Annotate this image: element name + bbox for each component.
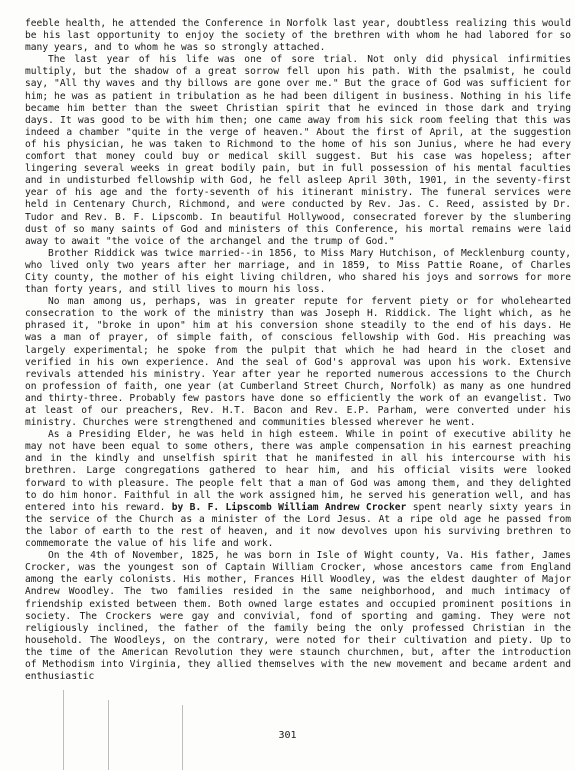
body-text [25, 18, 571, 683]
byline: by B. F. Lipscomb [171, 501, 272, 513]
paragraph-4: No man among us, perhaps, was in greater repute for fervent piety or for wholehearted consecration to the work of the ministry than was Joseph H. Riddick. The light which, as he phrased it, "broke in upon" him at his conversion shone steadily to the end of his days. He was a man of prayer, of simple faith, of conscious fellowship with God. His preaching was largely experimental; he spoke from the pulpit that which he had heard in the closet and verified in his own experience. And the seal of God's approval was upon his work. Extensive revivals attended his ministry. Year after year he reported numerous accessions to the Church on profession of faith, one year (at Cumberland Street Church, Norfolk) as many as one hundred and thirty-three. Probably few pastors have done so efficiently the work of an evangelist. Two at least of our preachers, Rev. H.T. Bacon and Rev. E.P. Parham, were converted under his ministry. Churches were strengthened and communities blessed wherever he went. [25, 296, 571, 429]
page-number: 301 [278, 730, 297, 741]
paragraph-5-text: As a Presiding Elder, he was held in high esteem. While in point of executive ability he may not have been equal to some others, there was ample compensation in his earnest preaching and in the kindly and unselfish spirit that he manifested in all his intercourse with his brethren. Large congregations gathered to hear him, and his official visits were looked forward to with pleasure. The people felt that a man of God was among them, and they delighted to do him honor. Faithful in all the work assigned him, he served his generation well, and has entered into his reward. [25, 429, 571, 513]
paragraph-5 [25, 429, 571, 550]
paragraph-2: The last year of his life was one of sore trial. Not only did physical infirmities multiply, but the shadow of a great sorrow fell upon his path. With the psalmist, he could say, "All thy waves and thy billows are gone over me." But the grace of God was sufficient for him; he was as patient in tribulation as he had been diligent in business. Nothing in his life became him better than the sweet Christian spirit that he evinced in those dark and trying days. It was good to be with him then; one came away from his sick room feeling that this was indeed a chamber "quite in the verge of heaven." About the first of April, at the suggestion of his physician, he was taken to Richmond to the home of his son Junius, where he had every comfort that money could buy or medical skill suggest. But his case was hopeless; after lingering several weeks in great bodily pain, but in full possession of his mental faculties and in undisturbed fellowship with God, he fell asleep April 30th, 1901, in the seventy-first year of his age and the forty-seventh of his itinerant ministry. The funeral services were held in Centenary Church, Richmond, and were conducted by Rev. Jas. C. Reed, assisted by Dr. Tudor and Rev. B. F. Lipscomb. In beautiful Hollywood, consecrated forever by the slumbering dust of so many saints of God and ministers of this Conference, his mortal remains were laid away to await "the voice of the archangel and the trump of God." [25, 54, 571, 247]
paragraph-6: On the 4th of November, 1825, he was born in Isle of Wight county, Va. His father, James Crocker, was the youngest son of Captain William Crocker, whose ancestors came from England among the early colonists. His mother, Frances Hill Woodley, was the eldest daughter of Major Andrew Woodley. The two families resided in the same neighborhood, and much intimacy of friendship existed between them. Both owned large estates and occupied prominent positions in society. The Crockers were gay and convivial, fond of sporting and gaming. They were not religiously inclined, the father of the family being the only professed Christian in the household. The Woodleys, on the contrary, were noted for their cultivation and piety. Up to the time of the American Revolution they were staunch churchmen, but, after the introduction of Methodism into Virginia, they allied themselves with the new movement and became ardent and enthusiastic [25, 550, 571, 683]
memoir-heading: William Andrew Crocker [278, 501, 407, 513]
paragraph-1: feeble health, he attended the Conference in Norfolk last year, doubtless realizing this would be his last opportunity to enjoy the society of the brethren with whom he had labored for so many years, and to whom he was so strongly attached. [25, 18, 571, 54]
paragraph-3: Brother Riddick was twice married--in 1856, to Miss Mary Hutchison, of Mecklenburg county, who lived only two years after her marriage, and in 1859, to Miss Pattie Roane, of Charles City county, the mother of his eight living children, who shared his joys and sorrows for more than forty years, and still lives to mourn his loss. [25, 247, 571, 296]
paragraph-5-tail: spent nearly sixty years in the service of the Church as a minister of the Lord Jesus. At a ripe old age he passed from the labor of earth to the rest of heaven, and it now devolves upon his surviving brethren to commemorate the value of his life and work. [25, 501, 572, 550]
